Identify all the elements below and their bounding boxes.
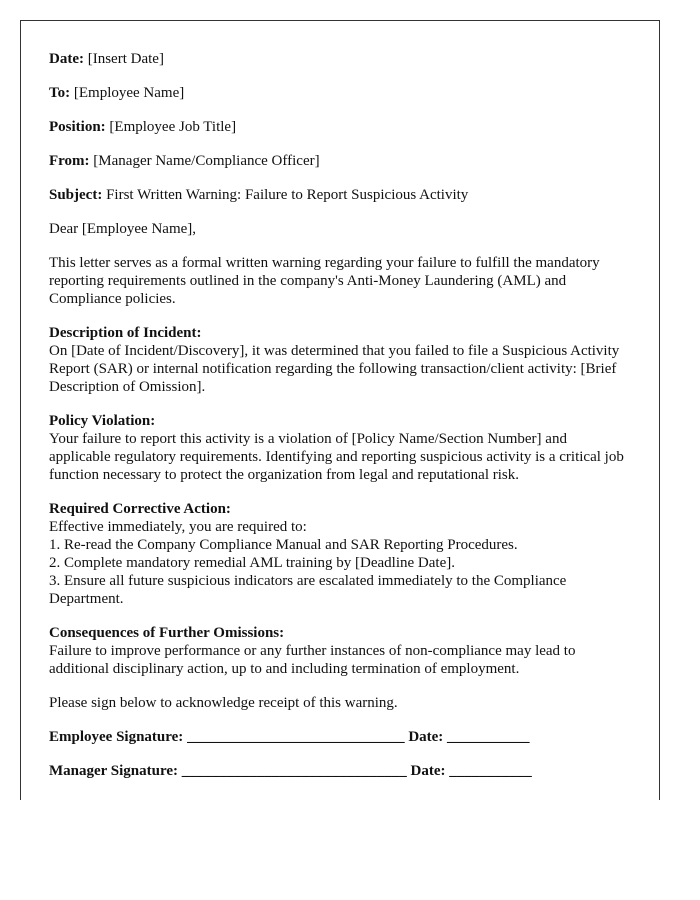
salutation: Dear [Employee Name],	[49, 221, 197, 237]
date-line: Date: [Insert Date]	[49, 51, 164, 67]
letter-page	[20, 20, 660, 800]
employee-date-field[interactable]: ___________	[447, 729, 530, 745]
employee-signature-line: Employee Signature: _____________________________ Date: ___________	[49, 729, 530, 745]
employee-signature-field[interactable]: _____________________________	[187, 729, 405, 745]
manager-date-field[interactable]: ___________	[449, 763, 532, 779]
subject-line: Subject: First Written Warning: Failure to Report Suspicious Activity	[49, 187, 469, 203]
intro-paragraph: This letter serves as a formal written warning regarding your failure to fulfill the mandatory reporting requirements outlined in the company's Anti-Money Laundering (AML) and Compliance policies.	[49, 255, 600, 307]
section-consequences: Consequences of Further Omissions: Failure to improve performance or any further instances of non-compliance may lead to additional disciplinary action, up to and including termination of employment.	[49, 625, 576, 677]
manager-signature-field[interactable]: ______________________________	[181, 763, 407, 779]
manager-signature-line: Manager Signature: ______________________________ Date: ___________	[49, 763, 532, 779]
section-incident: Description of Incident: On [Date of Incident/Discovery], it was determined that you failed to file a Suspicious Activity Report (SAR) or internal notification regarding the following transaction/client activity: [Brief Description of Omission].	[49, 325, 620, 395]
to-line: To: [Employee Name]	[49, 85, 185, 101]
section-corrective-action: Required Corrective Action: Effective immediately, you are required to: 1. Re-read the Company Compliance Manual and SAR Reporting Procedures. 2. Complete mandatory remedial AML training by [Deadline Date]. 3. Ensure all future suspicious indicators are escalated immediately to the Compliance Department.	[49, 501, 567, 607]
from-line: From: [Manager Name/Compliance Officer]	[49, 153, 320, 169]
section-policy-violation: Policy Violation: Your failure to report this activity is a violation of [Policy Name/Section Number] and applicable regulatory requirements. Identifying and reporting suspicious activity is a critical job function necessary to protect the organization from legal and reputational risk.	[49, 413, 624, 483]
acknowledge-text: Please sign below to acknowledge receipt of this warning.	[49, 695, 398, 711]
position-line: Position: [Employee Job Title]	[49, 119, 237, 135]
